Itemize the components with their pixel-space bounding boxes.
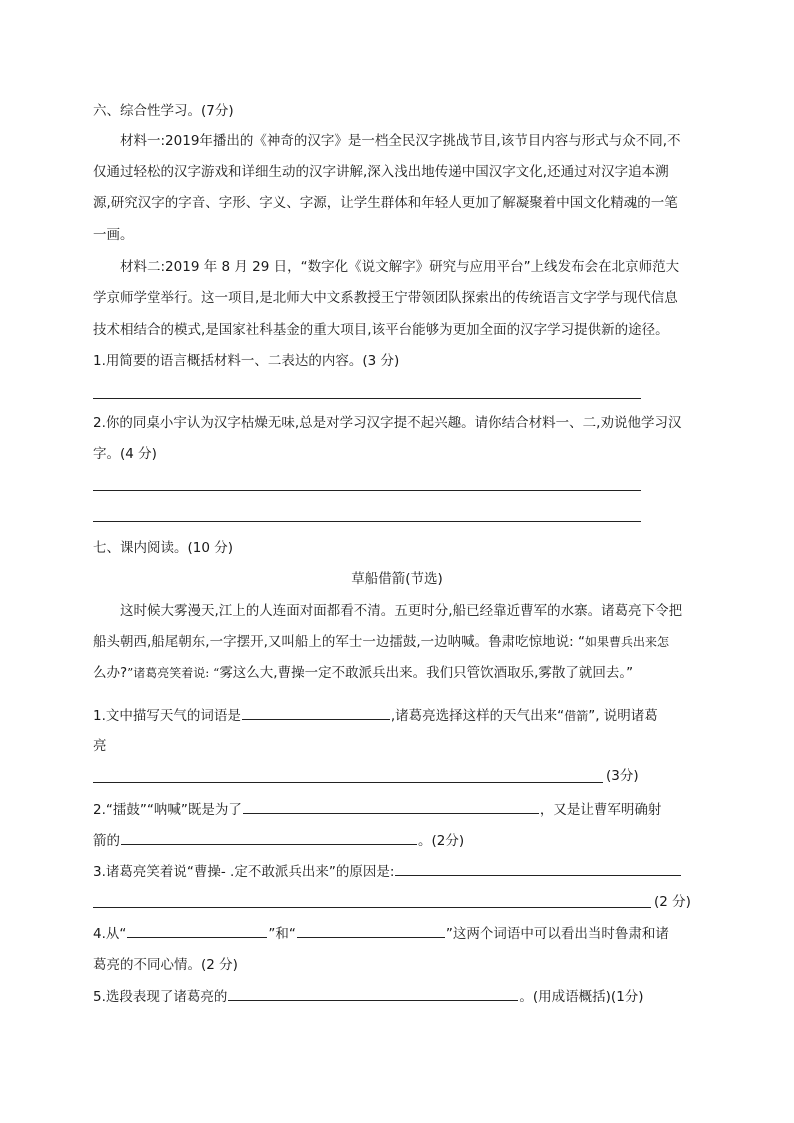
question7-1-line2: 亮 <box>93 738 107 754</box>
answer-line-7-1[interactable] <box>93 782 603 783</box>
blank-7-4a[interactable] <box>127 923 267 938</box>
material2-line1: 材料二:2019 年 8 月 29 日，“数字化《说文解字》研究与应用平台”上线发布会在北京师范大 <box>120 259 680 275</box>
section7-heading: 七、课内阅读。(10 分) <box>93 540 234 556</box>
blank-7-1a[interactable] <box>242 705 390 720</box>
material1-line4: 一画。 <box>93 227 134 243</box>
question7-4: 4.从“ ”和“ ”这两个词语中可以看出当时鲁肃和诸 <box>93 923 669 944</box>
material1-line2: 仅通过轻松的汉字游戏和详细生动的汉字讲解,深入浅出地传递中国汉字文化,还通过对汉字追本溯 <box>93 164 669 180</box>
blank-7-5[interactable] <box>228 986 518 1001</box>
answer-line-6-1[interactable] <box>93 398 641 399</box>
material2-line3: 技术相结合的模式,是国家社科基金的重大项目,该平台能够为更加全面的汉字学习提供新的途径。 <box>93 322 669 338</box>
question7-1: 1.文中描写天气的词语是 ,诸葛亮选择这样的天气出来“借箭”, 说明诸葛 <box>93 705 658 726</box>
material1-line1: 材料一:2019年播出的《神奇的汉字》是一档全民汉字挑战节目,该节目内容与形式与众不同,不 <box>120 133 681 149</box>
passage-line2: 船头朝西,船尾朝东,一字摆开,又叫船上的军士一边擂鼓,一边呐喊。鲁肃吃惊地说: “如果曹兵出来怎 <box>93 634 670 650</box>
question7-2: 2.“擂鼓”“呐喊”既是为了 ，又是让曹军明确射 <box>93 799 661 820</box>
blank-7-2a[interactable] <box>243 799 539 814</box>
score-7-3: (2 分) <box>654 894 691 910</box>
question7-5: 5.选段表现了诸葛亮的 。(用成语概括)(1分) <box>93 986 644 1007</box>
blank-7-4b[interactable] <box>297 923 445 938</box>
score-7-1: (3分) <box>606 768 639 784</box>
answer-line-7-3[interactable] <box>93 907 651 908</box>
passage-quote: 如果曹兵出来怎 <box>585 635 670 649</box>
passage-title: 草船借箭(节选) <box>351 571 443 587</box>
material2-line2: 学京师学堂举行。这一项目,是北师大中文系教授王宁带领团队探索出的传统语言文字学与现代信息 <box>93 290 678 306</box>
section6-heading: 六、综合性学习。(7分) <box>93 103 234 119</box>
question6-1: 1.用简要的语言概括材料一、二表达的内容。(3 分) <box>93 353 400 369</box>
material1-line3: 源,研究汉字的字音、字形、字义、字源，让学生群体和年轻人更加了解凝聚着中国文化精魂的一笔 <box>93 195 678 211</box>
blank-7-3a[interactable] <box>395 861 681 876</box>
passage-line1: 这时候大雾漫天,江上的人连面对面都看不清。五更时分,船已经靠近曹军的水寨。诸葛亮下令把 <box>120 603 683 619</box>
question7-3: 3.诸葛亮笑着说“曹操- .定不敢派兵出来”的原因是: <box>93 861 682 882</box>
question6-2-line1: 2.你的同桌小宇认为汉字枯燥无味,总是对学习汉字提不起兴趣。请你结合材料一、二,劝说他学习汉 <box>93 415 682 431</box>
passage-line3: 么办?”诸葛亮笑着说: “雾这么大,曹操一定不敢派兵出来。我们只管饮酒取乐,雾散了就回去。” <box>93 665 634 681</box>
question7-4-line2: 葛亮的不同心情。(2 分) <box>93 957 238 973</box>
answer-line-6-2b[interactable] <box>93 521 641 522</box>
answer-line-6-2a[interactable] <box>93 490 641 491</box>
blank-7-2b[interactable] <box>121 830 417 845</box>
question6-2-line2: 字。(4 分) <box>93 446 157 462</box>
question7-2-line2: 箭的 。(2分) <box>93 830 464 851</box>
